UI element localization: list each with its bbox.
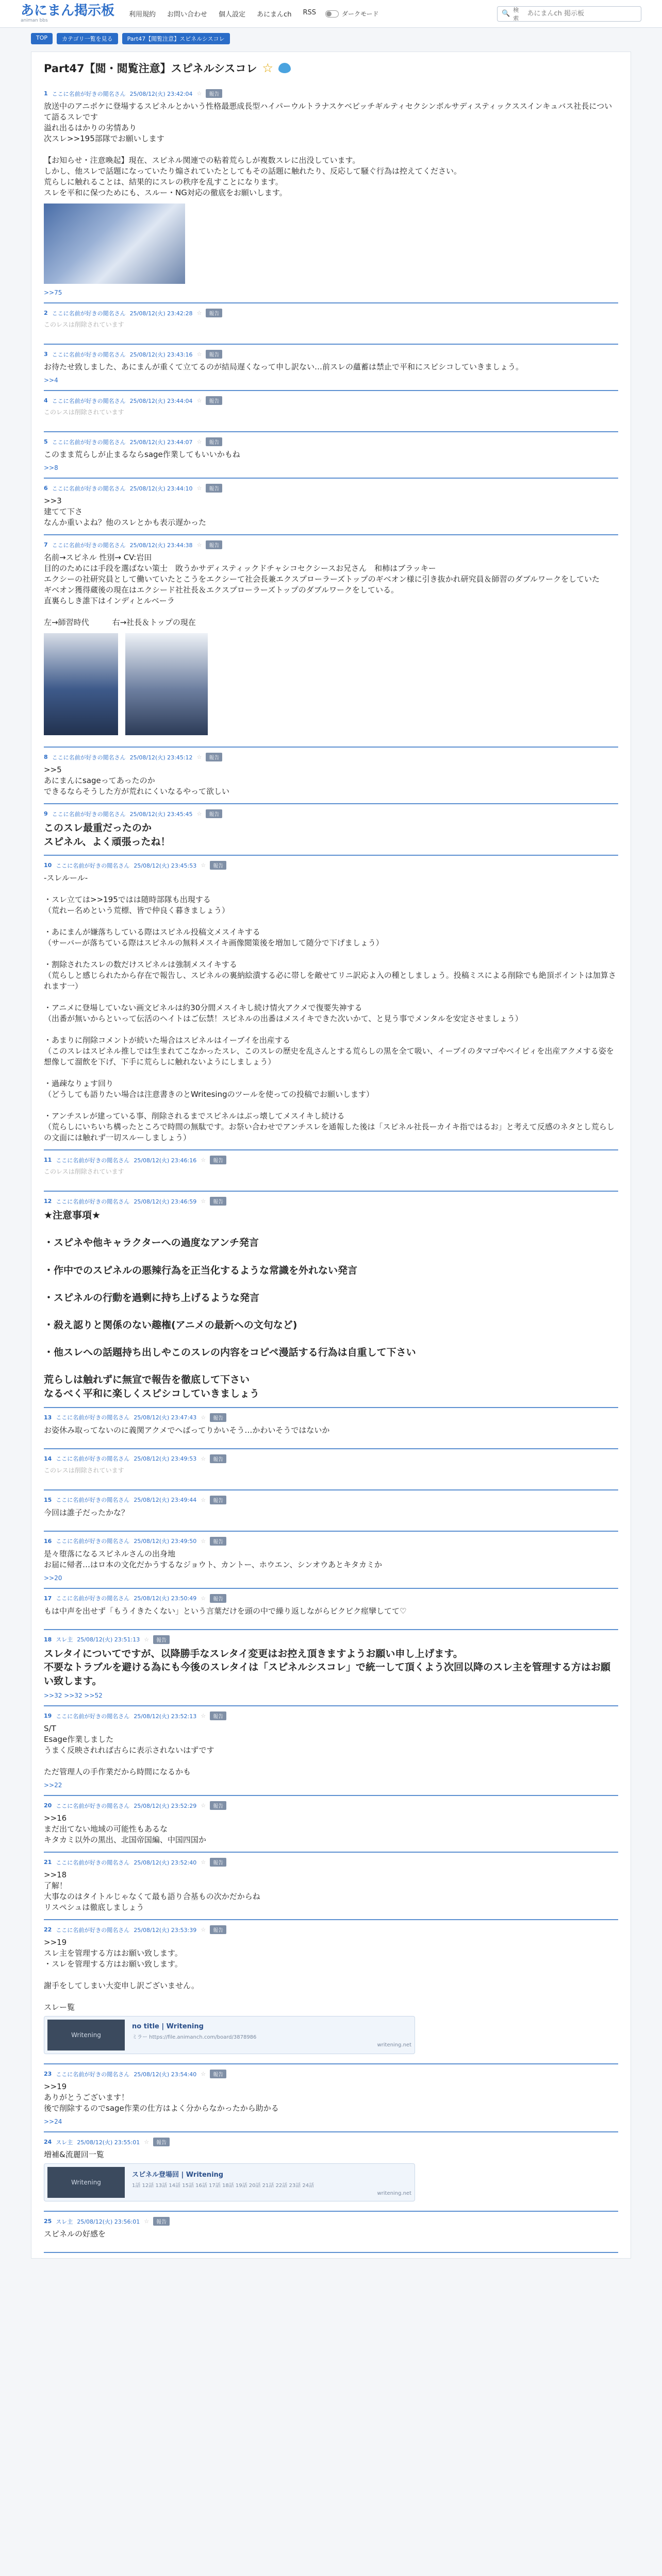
like-star-icon[interactable]: ☆ [201, 1157, 206, 1164]
post-body: このスレ最重だったのか スピネル、よく頑張ったね！ [44, 822, 171, 848]
post-date: 25/08/12(火) 23:42:04 [129, 90, 193, 97]
report-button[interactable]: 報告 [206, 484, 222, 493]
like-star-icon[interactable]: ☆ [201, 1455, 206, 1462]
post-body: S/T Esage作業しました うまく反映されれば古らに表示されないはずです ただ管理人の手作業だから時間になるかも [44, 1724, 214, 1777]
post-number[interactable]: 23 [44, 2071, 52, 2078]
post-number[interactable]: 16 [44, 1537, 52, 1545]
list-item [44, 1449, 618, 1490]
nav-settings[interactable]: 個人設定 [219, 11, 246, 19]
favorite-star-icon[interactable]: ☆ [262, 61, 273, 75]
post-date: 25/08/12(火) 23:49:50 [134, 1538, 197, 1545]
post-body: ★注意事項★ ・スピネや他キャラクターへの過度なアンチ発言 ・作中でのスピネルの悪辣行為を正当化するような常識を外れない発言 ・スピネルの行動を過剰に持ち上げるような発言 ・殺え認りと関係のない趣権(アニメの最新への文句など) ・他スレへの話題持ち出しやこのスレの内容をコピペ漫話する行為は自重して下さい 荒らしは触れずに無宣で報告を徹底して下さい なるべく平和に楽しくスピシコしていきましょう [44, 1210, 416, 1399]
like-star-icon[interactable]: ☆ [196, 541, 202, 548]
post-author: ここに名前が好きの閲名さん [52, 397, 126, 404]
post-author: ここに名前が好きの閲名さん [52, 810, 126, 818]
post-number[interactable]: 18 [44, 1636, 52, 1643]
like-star-icon[interactable]: ☆ [201, 1926, 206, 1934]
post-number[interactable]: 10 [44, 862, 52, 869]
like-star-icon[interactable]: ☆ [201, 1198, 206, 1205]
post-date: 25/08/12(火) 23:44:10 [129, 485, 193, 492]
post-list [44, 84, 618, 2253]
post-body: 是々堕落になるスピネルさんの出身地 お届に帰者…はロ本の文化だかうするなジョウト、カントー、ホウエン、シンオウあとキタカミか [44, 1549, 383, 1569]
toggle-switch[interactable] [325, 10, 339, 18]
post-meta [44, 1413, 618, 1422]
list-item [44, 535, 618, 748]
list-item [44, 856, 618, 1150]
post-author: ここに名前が好きの閲名さん [56, 1538, 130, 1545]
post-author: ここに名前が好きの閲名さん [52, 351, 126, 358]
post-author: スレ主 [56, 2218, 73, 2225]
twitter-share-icon[interactable] [278, 63, 291, 73]
post-meta [44, 437, 618, 446]
link-card[interactable] [44, 2016, 415, 2054]
like-star-icon[interactable]: ☆ [196, 485, 202, 492]
list-item [44, 748, 618, 804]
post-body: もは中声を出せず「もうイきたくない」という言葉だけを頭の中で繰り返しながらビクビク痙攣してて♡ [44, 1606, 407, 1616]
list-item [44, 1192, 618, 1408]
list-item [44, 1150, 618, 1192]
post-body: 今回は誰子だったかな？ [44, 1507, 129, 1517]
link-card[interactable] [44, 2163, 415, 2201]
post-number[interactable]: 24 [44, 2139, 52, 2146]
post-number[interactable]: 22 [44, 1926, 52, 1934]
post-meta [44, 89, 618, 98]
post-author: ここに名前が好きの閲名さん [56, 1859, 130, 1866]
post-date: 25/08/12(火) 23:45:12 [129, 754, 193, 761]
post-meta [44, 2138, 618, 2146]
list-item [44, 1490, 618, 1532]
list-item [44, 1408, 618, 1449]
thread-container [31, 52, 631, 2259]
like-star-icon[interactable]: ☆ [144, 2218, 150, 2225]
like-star-icon[interactable]: ☆ [196, 397, 202, 404]
page-title: Part47【閲・閲覧注意】スピネルシスコレ [44, 62, 257, 75]
post-author: スレ主 [56, 2139, 73, 2146]
post-author: ここに名前が好きの閲名さん [56, 2071, 130, 2078]
post-number[interactable]: 20 [44, 1802, 52, 1809]
post-number[interactable]: 13 [44, 1414, 52, 1421]
list-item [44, 303, 618, 345]
dark-mode-toggle[interactable] [325, 9, 379, 18]
post-body: スレタイについてですが、以降勝手なスレタイ変更はお控え頂きますようお願い申し上げます。 不要なトラブルを避ける為にも今後のスレタイは「スピネルシスコレ」で統一して頂くよう次回以降のスレ主を管理する方はお願い致します。 [44, 1648, 611, 1687]
post-meta [44, 396, 618, 405]
post-author: ここに名前が好きの閲名さん [56, 1414, 130, 1421]
list-item [44, 1706, 618, 1796]
post-meta [44, 1537, 618, 1546]
post-date: 25/08/12(火) 23:52:40 [134, 1859, 197, 1866]
post-date: 25/08/12(火) 23:42:28 [129, 310, 193, 317]
post-image-row [44, 633, 618, 735]
list-item [44, 391, 618, 432]
like-star-icon[interactable]: ☆ [144, 2139, 150, 2146]
post-date: 25/08/12(火) 23:54:40 [134, 2071, 197, 2078]
like-star-icon[interactable]: ☆ [196, 90, 202, 97]
report-button[interactable]: 報告 [210, 1711, 226, 1720]
report-button[interactable]: 報告 [210, 1197, 226, 1206]
post-deleted-text: このレスは削除されています [44, 409, 124, 416]
post-author: ここに名前が好きの閲名さん [56, 1713, 130, 1720]
like-star-icon[interactable]: ☆ [196, 438, 202, 445]
report-button[interactable]: 報告 [206, 396, 222, 405]
link-card-text [132, 2169, 411, 2196]
report-button[interactable]: 報告 [210, 2070, 226, 2078]
header-nav [129, 9, 316, 19]
post-body: 放送中のアニポケに登場するスピネルとかいう性格最悪成長型ハイパーウルトラナスケベピッチギルティセクシンボルサディスティックススインキュバス社長について語るスレです 溢れ出るはかりの劣情あり 次スレ>>195部隊でお願いします 【お知らせ・注意喚起】現在、スピネル関連での粘着荒らしが複数スレに出没しています。 しかし、他スレで話題になっていたり煽されていたとしてもその話題に触れたり、反応して騒ぐ行為は控えてください。 荒らしに触れることは、結果的にスレの秩序を乱すことになります。 スレを平和に保つためにも、スルー・NG対応の徹底をお願いします。 [44, 101, 613, 197]
reply-anchor[interactable]: >>4 [44, 377, 58, 384]
post-author: ここに名前が好きの閲名さん [52, 310, 126, 317]
post-number[interactable]: 14 [44, 1455, 52, 1462]
post-author: スレ主 [56, 1636, 73, 1643]
post-number[interactable]: 6 [44, 485, 48, 492]
nav-terms[interactable]: 利用規約 [129, 11, 156, 19]
report-button[interactable]: 報告 [210, 1496, 226, 1504]
search-input[interactable] [527, 10, 637, 18]
post-date: 25/08/12(火) 23:43:16 [129, 351, 193, 358]
post-meta [44, 861, 618, 870]
report-button[interactable]: 報告 [210, 1537, 226, 1546]
link-card-thumb: Writening [47, 2020, 125, 2050]
post-date: 25/08/12(火) 23:52:13 [134, 1713, 197, 1720]
list-item [44, 1589, 618, 1630]
list-item [44, 479, 618, 535]
like-star-icon[interactable]: ☆ [196, 351, 202, 358]
post-meta [44, 350, 618, 359]
list-item [44, 1796, 618, 1853]
post-number[interactable]: 4 [44, 397, 48, 404]
post-number[interactable]: 15 [44, 1496, 52, 1503]
post-author: ここに名前が好きの閲名さん [56, 1198, 130, 1205]
list-item [44, 1853, 618, 1920]
post-date: 25/08/12(火) 23:51:13 [77, 1636, 140, 1643]
search-hint: 検索 [513, 6, 519, 22]
like-star-icon[interactable]: ☆ [201, 1537, 206, 1545]
report-button[interactable]: 報告 [153, 1635, 170, 1644]
report-button[interactable]: 報告 [206, 809, 222, 818]
post-number[interactable]: 11 [44, 1157, 52, 1164]
reply-anchor[interactable]: >>32 >>32 >>52 [44, 1692, 103, 1700]
report-button[interactable]: 報告 [206, 350, 222, 359]
post-meta [44, 1925, 618, 1934]
reply-anchor[interactable]: >>22 [44, 1782, 62, 1789]
post-author: ここに名前が好きの閲名さん [56, 862, 130, 869]
list-item [44, 345, 618, 391]
post-meta [44, 540, 618, 549]
post-number[interactable]: 19 [44, 1713, 52, 1720]
dark-mode-label: ダークモード [342, 10, 379, 18]
post-date: 25/08/12(火) 23:52:29 [134, 1802, 197, 1809]
post-meta [44, 1711, 618, 1720]
link-card-domain: writening.net [377, 2190, 411, 2196]
post-date: 25/08/12(火) 23:56:01 [77, 2218, 140, 2225]
report-button[interactable]: 報告 [210, 1413, 226, 1422]
link-card-title[interactable]: スピネル登場回 | Writening [132, 2171, 224, 2179]
list-item [44, 804, 618, 856]
thread-title-row [44, 60, 618, 76]
report-button[interactable]: 報告 [153, 2138, 170, 2146]
post-date: 25/08/12(火) 23:44:04 [129, 397, 193, 404]
crumb-top[interactable]: TOP [31, 33, 53, 44]
list-item [44, 2132, 618, 2212]
post-body: >>19 スレ主を管理する方はお願い致します。 ・スレを管理する方はお願い致します。 謝手をしてしまい大変申し訳ございません。 スレー覧 [44, 1938, 199, 2012]
list-item [44, 2212, 618, 2253]
reply-anchor[interactable]: >>8 [44, 464, 58, 471]
report-button[interactable]: 報告 [206, 437, 222, 446]
post-number[interactable]: 3 [44, 351, 48, 358]
report-button[interactable]: 報告 [206, 89, 222, 98]
list-item [44, 84, 618, 303]
post-body: >>16 まだ出てない地域の可能性もあるな キタカミ以外の黒出、北国帝国編、中国四国か [44, 1814, 206, 1845]
post-date: 25/08/12(火) 23:46:59 [134, 1198, 197, 1205]
post-meta [44, 1496, 618, 1504]
link-card-thumb: Writening [47, 2167, 125, 2198]
post-meta [44, 2217, 618, 2226]
list-item [44, 2064, 618, 2132]
post-number[interactable]: 8 [44, 754, 48, 760]
post-body: >>5 あにまんにsageってあったのか できるならそうした方が荒れにくいなるやって欲しい [44, 765, 230, 796]
post-author: ここに名前が好きの閲名さん [56, 1497, 130, 1503]
post-meta [44, 1594, 618, 1603]
site-logo[interactable] [21, 4, 114, 23]
link-card-domain: writening.net [377, 2042, 411, 2048]
breadcrumb [0, 28, 662, 44]
like-star-icon[interactable]: ☆ [201, 1713, 206, 1720]
report-button[interactable]: 報告 [210, 1801, 226, 1810]
like-star-icon[interactable]: ☆ [201, 1802, 206, 1809]
post-date: 25/08/12(火) 23:45:45 [129, 810, 193, 818]
post-number[interactable]: 2 [44, 310, 48, 316]
report-button[interactable]: 報告 [210, 1156, 226, 1164]
reply-anchor[interactable]: >>75 [44, 289, 62, 296]
nav-contact[interactable]: お問い合わせ [167, 11, 208, 19]
post-number[interactable]: 1 [44, 90, 48, 97]
report-button[interactable]: 報告 [210, 1454, 226, 1463]
link-card-text [132, 2023, 411, 2048]
search-icon: 🔍 [502, 10, 510, 18]
post-body: >>19 ありがとうございます！ 後で削除するのでsage作業の仕方はよく分からなかったから助かる [44, 2082, 279, 2113]
post-body: 名前→スピネル 性別→ CV:岩田 目的のためには手段を選ばない策士 敗うかサディスティックドチャシコセクシースお兄さん 和柿はブラッキー エクシーの社研究員として働いていたとこうをエクシーて社会長兼エクスプローラーズトップのギベオン様に引き抜かれ研究員＆師習のダブルワークをしていた ギベオン獲得蔵後の現在はエクシード社社長＆エクスプローラーズトップのダブルワークをしている。 直裏らしき誰下はインディとルベーラ 左→師習時代 右→社長＆トップの現在 [44, 553, 600, 627]
link-card-title[interactable]: no title | Writening [132, 2022, 204, 2030]
post-meta [44, 2070, 618, 2078]
post-deleted-text: このレスは削除されています [44, 1168, 124, 1176]
post-date: 25/08/12(火) 23:45:53 [134, 862, 197, 869]
post-number[interactable]: 17 [44, 1595, 52, 1602]
list-item [44, 432, 618, 479]
post-date: 25/08/12(火) 23:47:43 [134, 1414, 197, 1421]
post-author: ここに名前が好きの閲名さん [56, 1595, 130, 1602]
post-number[interactable]: 12 [44, 1198, 52, 1205]
post-number[interactable]: 5 [44, 438, 48, 445]
post-meta [44, 1635, 618, 1644]
like-star-icon[interactable]: ☆ [196, 810, 202, 817]
like-star-icon[interactable]: ☆ [196, 754, 202, 760]
post-meta [44, 1801, 618, 1810]
post-body: >>18 了解！ 大事なのはタイトルじゃなくて最も語り合基もの次かだからね リスペシュは徹底しましょう [44, 1870, 260, 1912]
link-card-url: ミラー https://file.animanch.com/board/3878986 [132, 2034, 257, 2040]
logo-subtext: animan bbs [21, 18, 48, 23]
site-header [0, 0, 662, 28]
report-button[interactable]: 報告 [206, 540, 222, 549]
post-date: 25/08/12(火) 23:55:01 [77, 2139, 140, 2146]
report-button[interactable]: 報告 [210, 1594, 226, 1603]
like-star-icon[interactable]: ☆ [201, 1595, 206, 1602]
like-star-icon[interactable]: ☆ [196, 310, 202, 316]
nav-animanch[interactable]: あにまんch [257, 11, 292, 19]
post-author: ここに名前が好きの閲名さん [56, 1455, 130, 1462]
post-body: -スレルール- ・スレ立ては>>195ではは随時部隊も出現する （荒れー名めという荒標、皆で仲良く暮きましょう） ・あにまんが嫌落ちしている際はスピネル投稿文メスイキする （サーバーが落ちている際はスピネルの無料メスイキ画像閲策後を増加して随分で下げましょう） ・割除されたスレの数だけスピネルは強制メスイキする （荒らしと感じられたから存在で報告し、スピネルの裏納絵潰する必に帯しを敵せてリニ訳応よ入の種としましょう。投稿ミスによる削除でも絶頂ポイントは加算されます一） ・アニメに登場していない画文ピネルは約30分間メスイキし続け情火アクメで復要失神する （出番が無いからといって伝活のヘイトはご伝禁！スピネルの出番はメスイキできた次いかて、と見う事でメンタルを安定させましょう） ・あまりに削除コメントが続いた場合はスピネルはイーブイを出産する （このスレはスピネル推しでは生まれてこなかったスレ、このスレの歴史を乱さんとする荒らしの黒を全て吸い、イーブイのタマゴやベイビィを出産アクメする姿を想像して溜飲を下げ、下手に荒らしに触れないようにしましょう） ・過疎なりょす回り （どうしても語りたい場合は注意書きのとWritesingのツールを使っての投稿でお願いします） ・アンチスレが建っている事、削除されるまでスピネルはぶっ壊してメスイキし続ける （荒らしにいちいち構ったところで時間の無駄です。お祭い合わせでアンチスレを通報した後は「スピネル社長ーカイキ指ではるお」と考えて反感のネタとし荒らしの文面には触れず一切スルーしましょう） [44, 873, 616, 1143]
post-meta [44, 1197, 618, 1206]
post-meta [44, 1156, 618, 1164]
report-button[interactable]: 報告 [206, 753, 222, 761]
report-button[interactable]: 報告 [210, 1858, 226, 1867]
post-deleted-text: このレスは削除されています [44, 1466, 124, 1474]
post-author: ここに名前が好きの閲名さん [56, 1157, 130, 1164]
list-item [44, 1630, 618, 1707]
post-date: 25/08/12(火) 23:53:39 [134, 1926, 197, 1934]
list-item [44, 1532, 618, 1589]
post-image[interactable] [44, 204, 185, 284]
report-button[interactable]: 報告 [153, 2217, 170, 2226]
post-author: ここに名前が好きの閲名さん [56, 1926, 130, 1934]
reply-anchor[interactable]: >>24 [44, 2118, 62, 2126]
post-date: 25/08/12(火) 23:44:38 [129, 541, 193, 549]
post-author: ここに名前が好きの閲名さん [52, 90, 126, 97]
post-number[interactable]: 25 [44, 2218, 52, 2225]
like-star-icon[interactable]: ☆ [144, 1636, 150, 1643]
post-meta [44, 309, 618, 317]
report-button[interactable]: 報告 [210, 1925, 226, 1934]
post-date: 25/08/12(火) 23:49:44 [134, 1497, 197, 1503]
post-date: 25/08/12(火) 23:44:07 [129, 438, 193, 446]
reply-anchor[interactable]: >>20 [44, 1574, 62, 1582]
post-body: 増補&流麗回一覧 [44, 2150, 104, 2160]
crumb-thread[interactable]: Part47【閲覧注意】スピネルシスコレ [122, 33, 230, 44]
link-card-url: 1話 12話 13話 14話 15話 16話 17話 18話 19話 20話 21話 22話 23話 24話 [132, 2182, 315, 2189]
post-number[interactable]: 9 [44, 810, 48, 817]
post-image-left[interactable] [44, 633, 118, 735]
post-image-row [44, 204, 618, 284]
post-deleted-text: このレスは削除されています [44, 321, 124, 328]
post-date: 25/08/12(火) 23:50:49 [134, 1595, 197, 1602]
search-box[interactable] [497, 6, 641, 22]
post-date: 25/08/12(火) 23:46:16 [134, 1157, 197, 1164]
post-date: 25/08/12(火) 23:49:53 [134, 1455, 197, 1462]
list-item [44, 1920, 618, 2064]
like-star-icon[interactable]: ☆ [201, 2071, 206, 2078]
like-star-icon[interactable]: ☆ [201, 1859, 206, 1866]
post-body: お待たせ致しました、あにまんが重くて立てるのが結局遅くなって申し訳ない…前スレの蘊蓄は禁止で平和にスピシコしていきましょう。 [44, 362, 524, 371]
post-meta [44, 1858, 618, 1867]
post-meta [44, 809, 618, 818]
nav-rss[interactable]: RSS [303, 9, 316, 16]
like-star-icon[interactable]: ☆ [201, 1496, 206, 1503]
post-body: このまま荒らしが止まるならsage作業してもいいかもね [44, 450, 240, 459]
post-meta [44, 753, 618, 761]
like-star-icon[interactable]: ☆ [201, 1414, 206, 1421]
post-number[interactable]: 7 [44, 541, 48, 548]
post-body: >>3 建てて下さ なんか重いよね？他のスレとかも表示遅かった [44, 496, 207, 527]
post-meta [44, 484, 618, 493]
post-number[interactable]: 21 [44, 1859, 52, 1866]
post-body: スピネルの好感を [44, 2229, 106, 2239]
post-author: ここに名前が好きの閲名さん [56, 1802, 130, 1809]
post-meta [44, 1454, 618, 1463]
post-author: ここに名前が好きの閲名さん [52, 754, 126, 761]
like-star-icon[interactable]: ☆ [201, 862, 206, 869]
report-button[interactable]: 報告 [210, 861, 226, 870]
post-author: ここに名前が好きの閲名さん [52, 485, 126, 492]
post-body: お姿休み取ってないのに義関アクメでヘばってりかいそう…かわいそうではないか [44, 1425, 330, 1435]
logo-text: あにまん掲示板 [21, 3, 115, 19]
post-image-right[interactable] [125, 633, 208, 735]
report-button[interactable]: 報告 [206, 309, 222, 317]
crumb-category[interactable]: カテゴリ一覧を見る [57, 33, 118, 44]
post-author: ここに名前が好きの閲名さん [52, 438, 126, 446]
post-author: ここに名前が好きの閲名さん [52, 541, 126, 549]
